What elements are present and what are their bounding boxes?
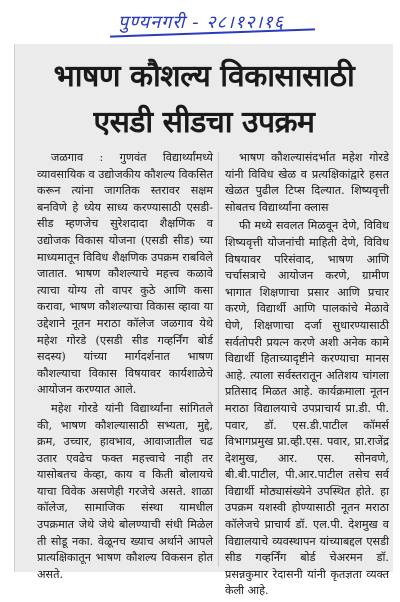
left-paragraph-1: जळगाव : गुणवंत विद्यार्थ्यांमध्ये व्यावसायिक व उद्योजकीय कौशल्य विकसित करून त्यांना जागतिक स्तरावर सक्षम बनविणे हे ध्येय साध्य करण्यासाठी एसडी-सीड म्हणजेच सुरेशदादा शैक्षणिक व उद्योजक विकास योजना (एसडी सीड) च्या माध्यमातून विविध शैक्षणिक उपक्रम राबविले जातात. भाषण कौशल्याचे महत्त्व कळावे त्याचा योग्य तो वापर कुठे आणि कसा करावा, भाषण कौशल्याचा विकास व्हावा या उद्देशाने नूतन मराठा कॉलेज जळगाव येथे महेश गोरडे (एसडी सीड गव्हर्निंग बोर्ड सदस्य) यांच्या मार्गदर्शनात भाषण कौशल्याचा विकास विषयावर कार्यशाळेचे आयोजन करण्यात आले.: [37, 151, 213, 397]
left-paragraph-2: महेश गोरडे यांनी विद्यार्थ्यांना सांगितले की, भाषण कौशल्यासाठी सभ्यता, मुद्दे, क्रम, उच्चार, हावभाव, आवाजातील चढ उतार एवढेच फक्त महत्त्वाचे नाही तर यासोबतच केव्हा, काय व किती बोलायचे याचा विवेक असणेही गरजेचे असते. शाळा कॉलेज, सामाजिक संस्था यामधील उपक्रमात जेथे जेथे बोलण्याची संधी मिळेल ती सोडू नका. वेळूनच ख्याच अर्थाने आपले प्रात्यक्षिकातून भाषण कौशल्य विकसन होत असते.: [37, 401, 213, 581]
headline-line-1: भाषण कौशल्य विकासासाठी: [53, 59, 355, 94]
handwritten-note-text: पुण्यनगरी - २८।१२।१६: [118, 12, 285, 33]
headline-line-2: एसडी सीडचा उपक्रम: [93, 105, 315, 140]
handwritten-date-note: [118, 10, 318, 40]
article-left-column: [37, 150, 213, 585]
right-paragraph-2: फी मध्ये सवलत मिळवून देणे, विविध शिष्यवृत्ती योजनांची माहिती देणे, विविध विषयावर परिसंवाद, भाषण आणि चर्चासत्राचे आयोजन करणे, ग्रामीण भागात शिक्षणाचा प्रसार आणि प्रचार करणे, विद्यार्थी आणि पालकांचे मेळावे घेणे, शिक्षणाचा दर्जा सुधारण्यासाठी सर्वतोपरी प्रयत्न करणे अशी अनेक कामे विद्यार्थी हिताच्यादृष्टीने करण्याचा मानस आहे. त्याला सर्वस्तरातून अतिशय चांगला प्रतिसाद मिळत आहे. कार्यक्रमाला नूतन मराठा विद्यालयाचे उपप्राचार्य प्रा.डी. पी. पवार, डॉ. एस.डी.पाटील कॉमर्स विभागप्रमुख प्रा.व्ही.एस. पवार, प्रा.राजेंद्र देशमुख, आर. एस. सोनवणे, बी.बी.पाटील, पी.आर.पाटील तसेच सर्व विद्यार्थी मोठ्यासंख्येने उपस्थित होते. हा उपक्रम यशस्वी होण्यासाठी नूतन मराठा कॉलेजचे प्राचार्य डॉ. एल.पी. देशमुख व विद्यालयाचे व्यवस्थापन यांच्याबद्दल एसडी सीड गव्हर्निंग बोर्ड चेअरमन डॉ. प्रसन्नकुमार रेदासनी यांनी कृतज्ञता व्यक्त केली आहे.: [225, 219, 389, 598]
right-paragraph-1: भाषण कौशल्यासंदर्भात महेश गोरडे यांनी विविध खेळ व प्रत्यक्षिकांद्वारे हसत खेळत पुढील टिप्स दिल्यात. शिष्यवृत्ती सोबतच विद्यार्थ्यांना क्लास: [225, 151, 389, 214]
article-right-column: [225, 150, 389, 602]
column-divider: [218, 152, 219, 567]
article-clipping: [14, 44, 393, 598]
